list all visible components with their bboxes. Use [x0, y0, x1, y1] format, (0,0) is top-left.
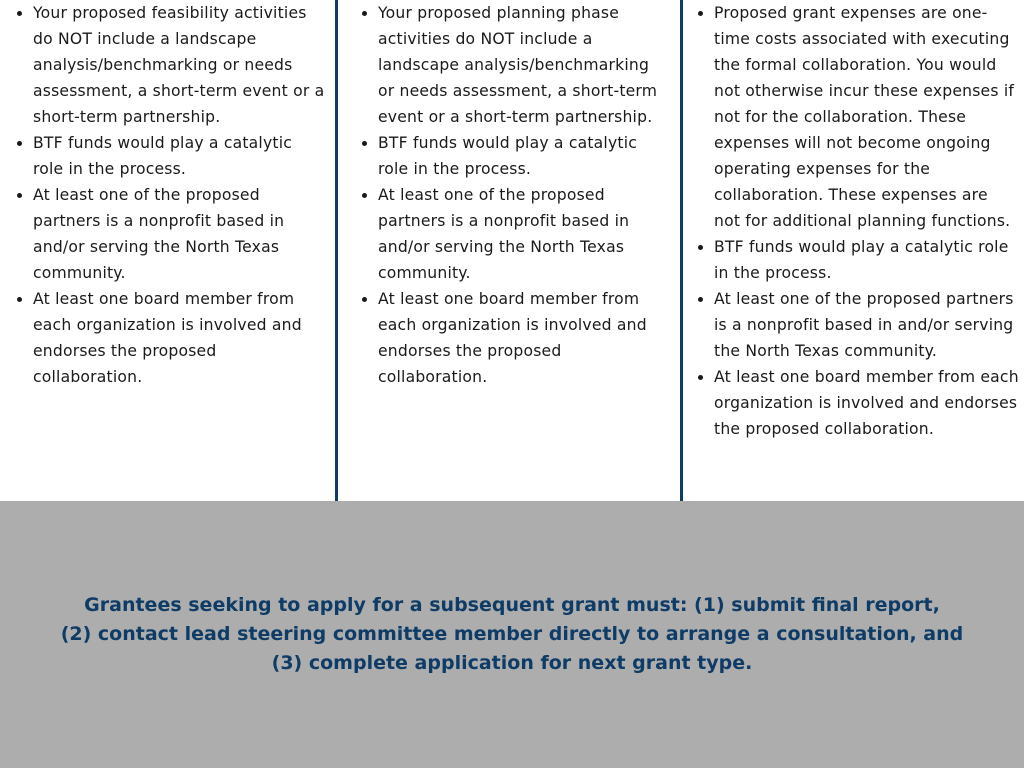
list-item: [714, 364, 1019, 442]
list-item: [33, 286, 325, 390]
notice-line-3: (3) complete application for next grant type.: [271, 652, 753, 674]
column-divider: [680, 0, 683, 501]
feasibility-criteria-list: [33, 0, 325, 390]
bullet-icon: [17, 297, 22, 302]
list-item-text: Your proposed planning phase activities do NOT include a landscape analysis/benchmarking or needs assessment, a short-term event or a short-term partnership.: [378, 4, 658, 126]
list-item: [714, 0, 1019, 234]
list-item: [378, 286, 670, 390]
notice-line-1: Grantees seeking to apply for a subsequent grant must: (1) submit final report,: [84, 594, 940, 616]
list-item-text: Proposed grant expenses are one-time costs associated with executing the formal collaboration. You would not otherwise incur these expenses if not for the collaboration. These expenses will not become ongoing operating expenses for the collaboration. These expenses are not for additional planning functions.: [714, 4, 1015, 230]
implementation-column: [714, 0, 1019, 442]
footer-banner: [0, 501, 1024, 768]
implementation-criteria-list: [714, 0, 1019, 442]
list-item-text: Your proposed feasibility activities do NOT include a landscape analysis/benchmarking or needs assessment, a short-term event or a short-term partnership.: [33, 4, 325, 126]
bullet-icon: [17, 141, 22, 146]
list-item-text: BTF funds would play a catalytic role in the process.: [33, 134, 293, 178]
list-item-text: BTF funds would play a catalytic role in the process.: [378, 134, 638, 178]
list-item: [714, 286, 1019, 364]
bullet-icon: [362, 11, 367, 16]
bullet-icon: [698, 11, 703, 16]
list-item-text: BTF funds would play a catalytic role in the process.: [714, 238, 1009, 282]
list-item: [714, 234, 1019, 286]
bullet-icon: [698, 375, 703, 380]
notice-line-2: (2) contact lead steering committee member directly to arrange a consultation, and: [60, 623, 964, 645]
list-item: [378, 130, 670, 182]
list-item-text: At least one board member from each organization is involved and endorses the proposed collaboration.: [378, 290, 647, 386]
planning-column: [378, 0, 670, 390]
list-item-text: At least one board member from each organization is involved and endorses the proposed collaboration.: [714, 368, 1019, 438]
bullet-icon: [362, 193, 367, 198]
list-item: [378, 182, 670, 286]
list-item: [33, 182, 325, 286]
bullet-icon: [698, 245, 703, 250]
feasibility-column: [33, 0, 325, 390]
bullet-icon: [17, 193, 22, 198]
list-item-text: At least one of the proposed partners is a nonprofit based in and/or serving the North Texas community.: [714, 290, 1014, 360]
list-item: [33, 130, 325, 182]
list-item: [378, 0, 670, 130]
bullet-icon: [17, 11, 22, 16]
bullet-icon: [698, 297, 703, 302]
subsequent-grant-notice: [0, 591, 1024, 678]
list-item-text: At least one of the proposed partners is a nonprofit based in and/or serving the North Texas community.: [378, 186, 630, 282]
list-item-text: At least one board member from each organization is involved and endorses the proposed collaboration.: [33, 290, 302, 386]
bullet-icon: [362, 141, 367, 146]
column-divider: [335, 0, 338, 501]
list-item: [33, 0, 325, 130]
planning-criteria-list: [378, 0, 670, 390]
bullet-icon: [362, 297, 367, 302]
list-item-text: At least one of the proposed partners is a nonprofit based in and/or serving the North Texas community.: [33, 186, 285, 282]
